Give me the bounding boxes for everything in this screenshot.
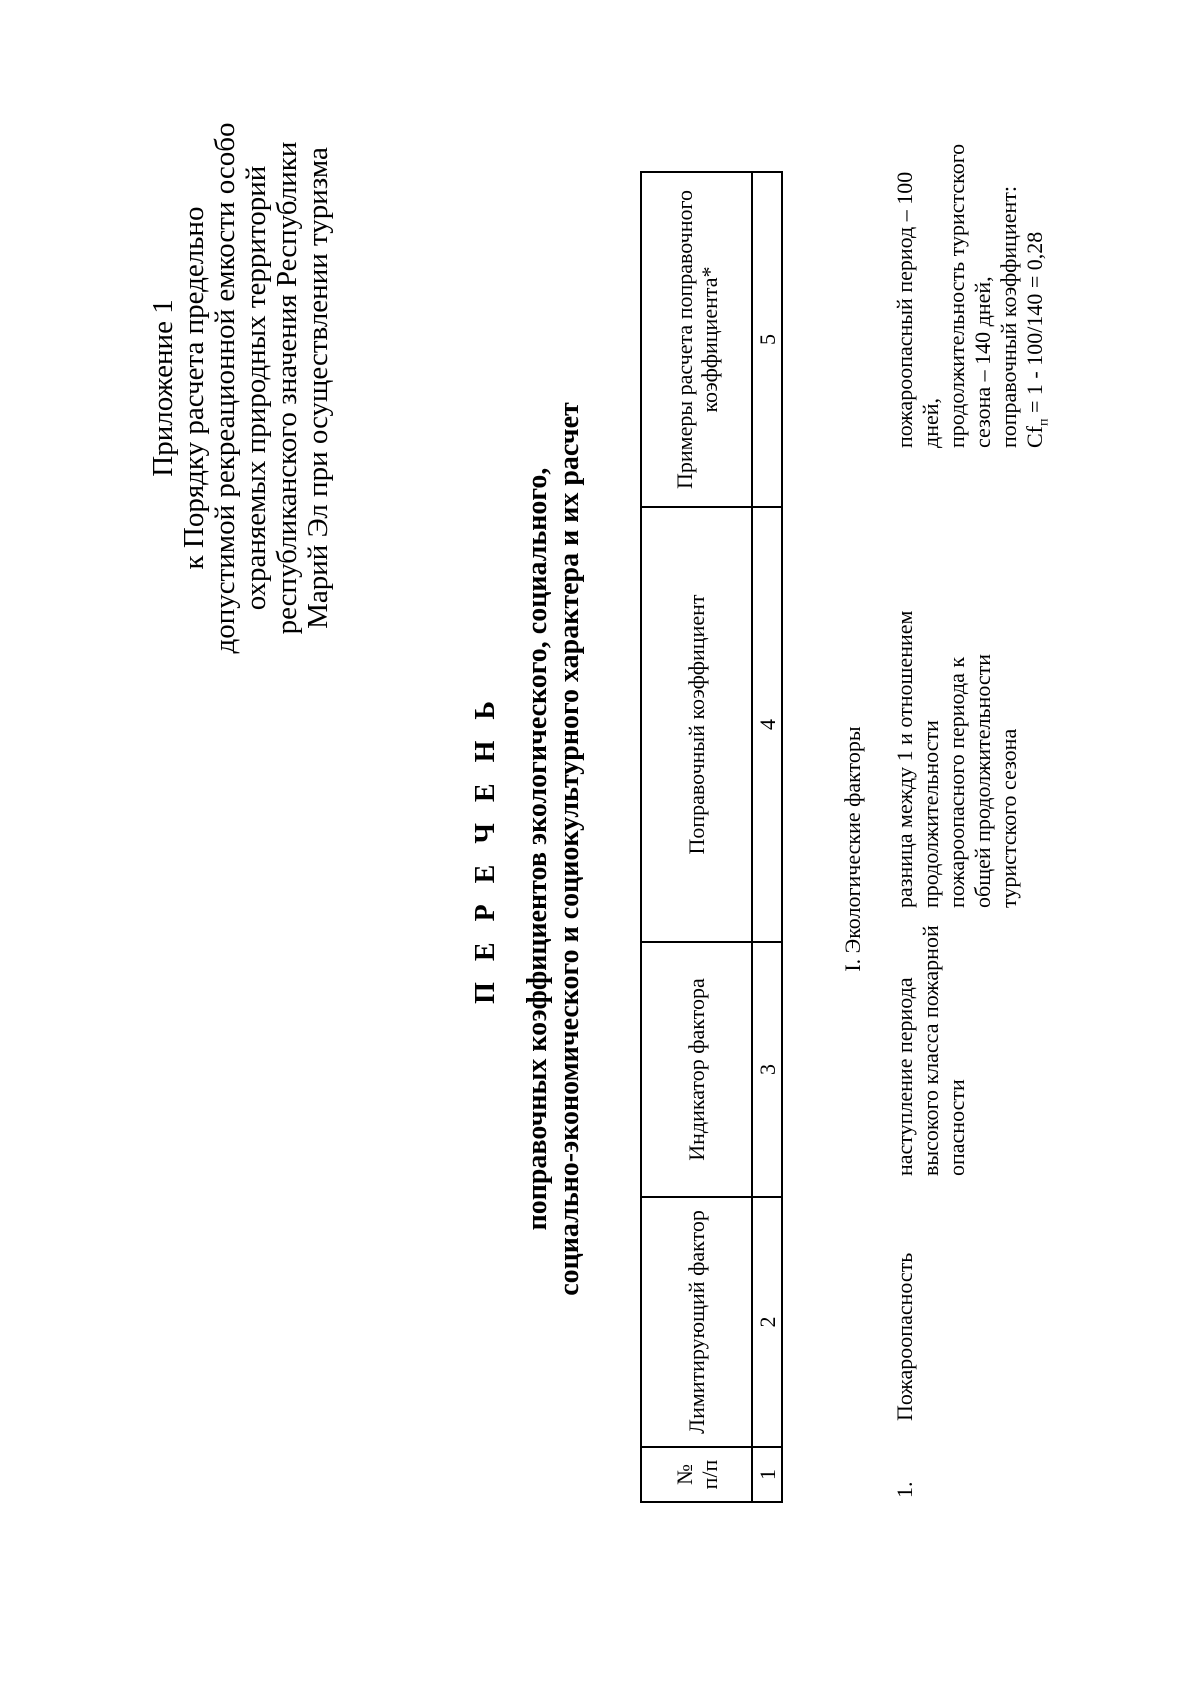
example-line: пожароопасный период – 100 дней, (892, 171, 943, 448)
row-coefficient: разница между 1 и отношением продолжительности пожароопасного периода к общей продолжительности туристского сезона (892, 610, 1021, 908)
row-indicator: наступление периода высокого класса пожарной опасности (892, 925, 969, 1176)
column-number: 5 (752, 172, 782, 507)
formula-subscript: п (1036, 418, 1052, 426)
row-example (892, 128, 1057, 448)
appendix-line: Марий Эл при осуществлении туризма (302, 147, 334, 629)
subtitle-line: поправочных коэффициентов экологического, социального, (522, 467, 553, 1231)
header-cell-indicator: Индикатор фактора (641, 942, 752, 1197)
header-cell-number: № п/п (641, 1447, 752, 1502)
row-factor: Пожароопасность (892, 1252, 917, 1421)
section-title: I. Экологические факторы (840, 726, 865, 972)
formula-rest: = 1 - 100/140 = 0,28 (1022, 231, 1047, 419)
example-line: поправочный коэффициент: (996, 186, 1021, 448)
example-line: продолжительность туристского сезона – 140 дней, (944, 143, 995, 448)
appendix-line: Приложение 1 (147, 299, 179, 477)
column-number: 1 (752, 1447, 782, 1502)
appendix-reference (148, 118, 334, 658)
document-subtitle (522, 0, 586, 1698)
header-cell-factor: Лимитирующий фактор (641, 1197, 752, 1447)
example-formula (1022, 128, 1057, 448)
formula-prefix: Cf (1022, 426, 1047, 448)
appendix-line: охраняемых природных территорий (240, 165, 272, 611)
header-table (640, 171, 783, 1503)
table-header-row (641, 172, 752, 1502)
column-number: 2 (752, 1197, 782, 1447)
appendix-line: республиканского значения Республики (271, 141, 303, 635)
header-cell-coefficient: Поправочный коэффициент (641, 507, 752, 942)
subtitle-line: социально-экономического и социокультурного характера и их расчет (554, 402, 585, 1296)
header-cell-examples: Примеры расчета поправочного коэффициента* (641, 172, 752, 507)
column-number: 3 (752, 942, 782, 1197)
appendix-line: допустимой рекреационной емкости особо (209, 122, 241, 654)
appendix-line: к Порядку расчета предельно (178, 206, 210, 570)
column-number: 4 (752, 507, 782, 942)
document-title: П Е Р Е Ч Е Н Ь (470, 694, 501, 1004)
row-number: 1. (892, 1481, 917, 1498)
table-number-row (752, 172, 782, 1502)
